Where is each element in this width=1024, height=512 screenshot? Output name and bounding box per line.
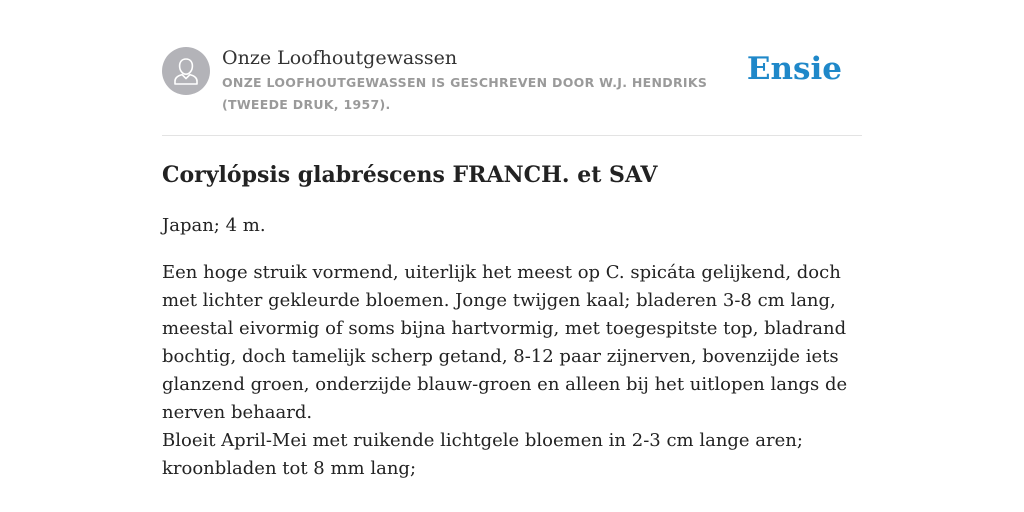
entry-paragraph-flowering: Bloeit April-Mei met ruikende lichtgele bloemen in 2-3 cm lange aren; kroonbladen tot 8 mm lang; (162, 430, 803, 479)
entry-paragraph-origin: Japan; 4 m. (162, 215, 266, 236)
entry-paragraph-description: Een hoge struik vormend, uiterlijk het meest op C. spicáta gelijkend, doch met lichter gekleurde bloemen. Jonge twijgen kaal; bladeren 3-8 cm lang, meestal eivormig of soms bijna hartvormig, met toegespitste top, bladrand bochtig, doch tamelijk scherp getand, 8-12 paar zijnerven, bovenzijde iets glanzend groen, onderzijde blauw-groen en alleen bij het uitlopen langs de nerven behaard. (162, 262, 848, 423)
header-divider (162, 135, 862, 136)
ensie-logo[interactable]: Ensie (746, 51, 842, 87)
source-header (162, 46, 862, 116)
source-description: ONZE LOOFHOUTGEWASSEN IS GESCHREVEN DOOR W.J. HENDRIKS (TWEEDE DRUK, 1957). (222, 75, 708, 112)
source-avatar[interactable] (162, 47, 210, 95)
entry-title: Corylópsis glabréscens FRANCH. et SAV (162, 162, 658, 188)
source-title[interactable]: Onze Loofhoutgewassen (222, 47, 458, 69)
user-icon (162, 47, 210, 95)
